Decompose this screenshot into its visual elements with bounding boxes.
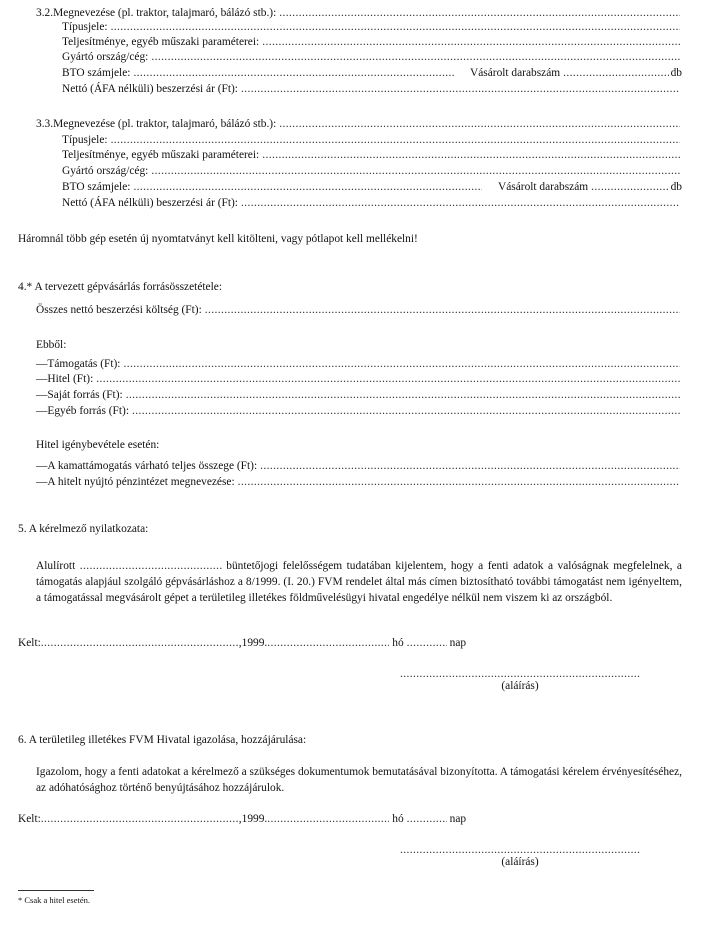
signature-area — [400, 668, 640, 692]
manufacturer-label: Gyártó ország/cég: — [62, 51, 149, 63]
kelt-row — [18, 812, 466, 826]
manufacturer-row — [62, 50, 680, 64]
machine-name-row — [36, 6, 680, 20]
qty-field[interactable] — [591, 180, 668, 194]
source-label: Egyéb forrás (Ft): — [47, 405, 129, 417]
name-label: Megnevezése (pl. traktor, talajmaró, bálázó stb.): — [53, 118, 277, 130]
note-more-machines: Háromnál több gép esetén új nyomtatványt kell kitölteni, vagy pótlapot kell mellékelni! — [18, 233, 418, 245]
qty-row — [470, 66, 682, 80]
price-field[interactable] — [241, 196, 680, 210]
manufacturer-field[interactable] — [151, 164, 680, 178]
source-field[interactable] — [126, 388, 680, 402]
name-field[interactable] — [279, 6, 680, 20]
qty-field[interactable] — [563, 66, 668, 80]
footnote: * Csak a hitel esetén. — [18, 895, 90, 905]
manufacturer-label: Gyártó ország/cég: — [62, 165, 149, 177]
block-number: 3.3. — [36, 118, 54, 130]
type-field[interactable] — [111, 20, 680, 34]
type-field[interactable] — [111, 133, 680, 147]
day-field[interactable] — [407, 812, 447, 826]
year-label: ,1999. — [238, 637, 268, 649]
applicant-name-field[interactable] — [80, 558, 222, 574]
price-row — [62, 82, 680, 96]
type-label: Típusjele: — [62, 21, 108, 33]
month-label: hó — [392, 813, 404, 825]
total-cost-label: Összes nettó beszerzési költség (Ft): — [36, 304, 202, 316]
declaration-body: büntetőjogi felelősségem tudatában kijelentem, hogy a fenti adatok a valóságnak megfelelnek, a támogatás alapjául szolgáló gépvásárláshoz a 8/1999. (I. 20.) FVM rendelet által más címen biztosítható további támogatást nem igényeltem, a támogatással megvásárolt gépet a területileg illetékes földművelésügyi hivatal engedélye nélkül nem viszem ki az országból. — [36, 560, 682, 604]
qty-row — [498, 180, 682, 194]
bto-row — [62, 66, 454, 80]
kelt-row — [18, 636, 466, 650]
signature-line[interactable] — [400, 668, 640, 680]
block-number: 3.2. — [36, 7, 54, 19]
total-cost-field[interactable] — [205, 303, 680, 317]
qty-unit: db — [670, 67, 682, 79]
signature-area — [400, 844, 640, 868]
day-label: nap — [449, 637, 467, 649]
machine-name-row — [36, 117, 680, 131]
qty-label: Vásárolt darabszám — [470, 67, 561, 79]
performance-field[interactable] — [262, 35, 680, 49]
dash: — — [36, 460, 48, 472]
section-5-heading: 5. A kérelmező nyilatkozata: — [18, 523, 149, 535]
signature-caption: (aláírás) — [501, 856, 539, 868]
day-field[interactable] — [407, 636, 447, 650]
qty-unit: db — [670, 181, 682, 193]
signature-line[interactable] — [400, 844, 640, 856]
day-label: nap — [449, 813, 467, 825]
credit-row-bank — [36, 475, 680, 489]
price-field[interactable] — [241, 82, 680, 96]
bto-field[interactable] — [133, 180, 482, 194]
name-field[interactable] — [279, 117, 680, 131]
dash: — — [36, 476, 48, 488]
source-row-own — [36, 388, 680, 402]
type-row — [62, 20, 680, 34]
credit-heading: Hitel igénybevétele esetén: — [36, 439, 160, 451]
bto-label: BTO számjele: — [62, 181, 131, 193]
performance-field[interactable] — [262, 148, 680, 162]
source-field[interactable] — [132, 404, 680, 418]
footnote-divider — [18, 890, 94, 891]
source-field[interactable] — [123, 357, 680, 371]
of-which-label: Ebből: — [36, 339, 67, 351]
section-4-heading: 4.* A tervezett gépvásárlás forrásösszetétele: — [18, 281, 222, 293]
month-label: hó — [392, 637, 404, 649]
total-cost-row — [36, 303, 680, 317]
price-row — [62, 196, 680, 210]
source-field[interactable] — [96, 372, 680, 386]
manufacturer-field[interactable] — [151, 50, 680, 64]
performance-label: Teljesítménye, egyéb műszaki paraméterei: — [62, 36, 260, 48]
certification-text: Igazolom, hogy a fenti adatokat a kérelmező a szükséges dokumentumok bemutatásával bizonyította. A támogatási kérelem érvényesítéséhez, az adóhatósághoz történő benyújtásához hozzájárulok. — [36, 766, 682, 794]
month-field[interactable] — [267, 636, 389, 650]
dash: — — [36, 405, 48, 417]
credit-field[interactable] — [260, 459, 680, 473]
place-field[interactable] — [41, 812, 239, 826]
dash: — — [36, 358, 48, 370]
credit-label: A kamattámogatás várható teljes összege (Ft): — [47, 460, 258, 472]
dash: — — [36, 373, 48, 385]
source-row-credit — [36, 372, 680, 386]
qty-label: Vásárolt darabszám — [498, 181, 589, 193]
bto-label: BTO számjele: — [62, 67, 131, 79]
bto-field[interactable] — [133, 66, 454, 80]
type-label: Típusjele: — [62, 134, 108, 146]
declaration-prefix: Alulírott — [36, 560, 76, 572]
price-label: Nettó (ÁFA nélküli) beszerzési ár (Ft): — [62, 83, 238, 95]
source-row-other — [36, 404, 680, 418]
place-field[interactable] — [41, 636, 239, 650]
source-label: Támogatás (Ft): — [47, 358, 121, 370]
signature-caption: (aláírás) — [501, 680, 539, 692]
name-label: Megnevezése (pl. traktor, talajmaró, bálázó stb.): — [53, 7, 277, 19]
credit-row-interest — [36, 459, 680, 473]
source-label: Saját forrás (Ft): — [47, 389, 123, 401]
month-field[interactable] — [267, 812, 389, 826]
price-label: Nettó (ÁFA nélküli) beszerzési ár (Ft): — [62, 197, 238, 209]
performance-row — [62, 35, 680, 49]
credit-label: A hitelt nyújtó pénzintézet megnevezése: — [47, 476, 235, 488]
bto-row — [62, 180, 482, 194]
section-6-heading: 6. A területileg illetékes FVM Hivatal igazolása, hozzájárulása: — [18, 734, 307, 746]
year-label: ,1999. — [238, 813, 268, 825]
kelt-label: Kelt: — [18, 813, 41, 825]
declaration-text — [36, 558, 682, 606]
source-row-support — [36, 357, 680, 371]
performance-label: Teljesítménye, egyéb műszaki paraméterei: — [62, 149, 260, 161]
type-row — [62, 133, 680, 147]
dash: — — [36, 389, 48, 401]
manufacturer-row — [62, 164, 680, 178]
credit-field[interactable] — [238, 475, 680, 489]
source-label: Hitel (Ft): — [47, 373, 94, 385]
kelt-label: Kelt: — [18, 637, 41, 649]
performance-row — [62, 148, 680, 162]
